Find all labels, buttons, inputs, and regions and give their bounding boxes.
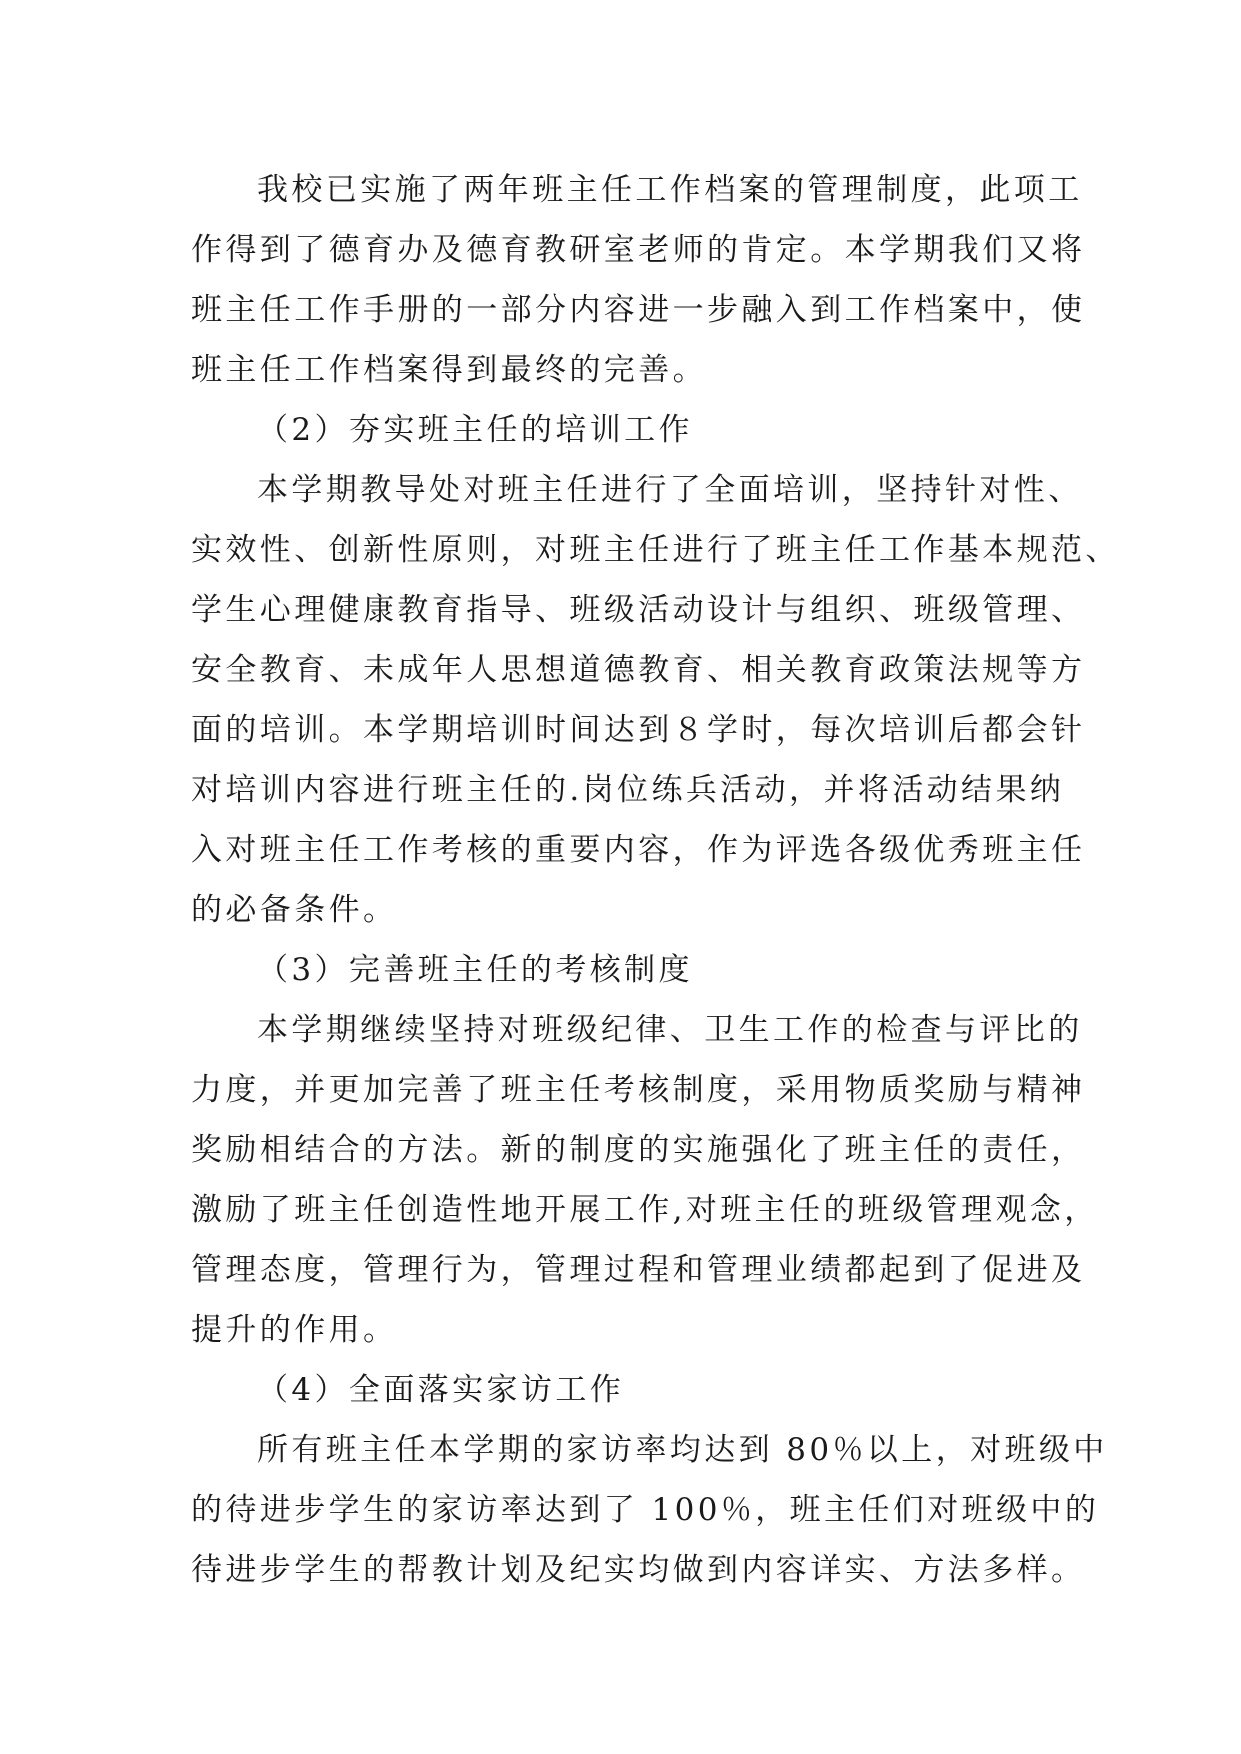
paragraph-4-line-2: 的待进步学生的家访率达到了 100％，班主任们对班级中的 bbox=[191, 1492, 1100, 1528]
paragraph-2-line-8: 的必备条件。 bbox=[191, 892, 398, 928]
paragraph-1-line-4: 班主任工作档案得到最终的完善。 bbox=[191, 352, 707, 388]
paragraph-2-line-6: 对培训内容进行班主任的.岗位练兵活动，并将活动结果纳 bbox=[191, 772, 1065, 808]
paragraph-3-line-6: 提升的作用。 bbox=[191, 1312, 398, 1348]
paragraph-1-line-2: 作得到了德育办及德育教研室老师的肯定。本学期我们又将 bbox=[191, 232, 1086, 268]
section-heading-4: （4）全面落实家访工作 bbox=[257, 1372, 625, 1408]
paragraph-2-line-7: 入对班主任工作考核的重要内容，作为评选各级优秀班主任 bbox=[191, 832, 1086, 868]
paragraph-1-line-1: 我校已实施了两年班主任工作档案的管理制度，此项工 bbox=[257, 172, 1083, 208]
paragraph-3-line-5: 管理态度，管理行为，管理过程和管理业绩都起到了促进及 bbox=[191, 1252, 1086, 1288]
paragraph-2-line-1: 本学期教导处对班主任进行了全面培训，坚持针对性、 bbox=[257, 472, 1083, 508]
section-heading-2: （2）夯实班主任的培训工作 bbox=[257, 412, 693, 448]
paragraph-2-line-4: 安全教育、未成年人思想道德教育、相关教育政策法规等方 bbox=[191, 652, 1086, 688]
paragraph-4-line-1: 所有班主任本学期的家访率均达到 80％以上，对班级中 bbox=[257, 1432, 1108, 1468]
paragraph-3-line-1: 本学期继续坚持对班级纪律、卫生工作的检查与评比的 bbox=[257, 1012, 1083, 1048]
document-body bbox=[191, 160, 1120, 1600]
paragraph-2-line-2: 实效性、创新性原则，对班主任进行了班主任工作基本规范、 bbox=[191, 532, 1120, 568]
paragraph-4-line-3: 待进步学生的帮教计划及纪实均做到内容详实、方法多样。 bbox=[191, 1552, 1086, 1588]
section-heading-3: （3）完善班主任的考核制度 bbox=[257, 952, 693, 988]
paragraph-2-line-5: 面的培训。本学期培训时间达到８学时，每次培训后都会针 bbox=[191, 712, 1086, 748]
paragraph-2-line-3: 学生心理健康教育指导、班级活动设计与组织、班级管理、 bbox=[191, 592, 1086, 628]
paragraph-3-line-3: 奖励相结合的方法。新的制度的实施强化了班主任的责任， bbox=[191, 1132, 1086, 1168]
paragraph-3-line-2: 力度，并更加完善了班主任考核制度，采用物质奖励与精神 bbox=[191, 1072, 1086, 1108]
paragraph-3-line-4: 激励了班主任创造性地开展工作,对班主任的班级管理观念， bbox=[191, 1192, 1099, 1228]
paragraph-1-line-3: 班主任工作手册的一部分内容进一步融入到工作档案中，使 bbox=[191, 292, 1086, 328]
